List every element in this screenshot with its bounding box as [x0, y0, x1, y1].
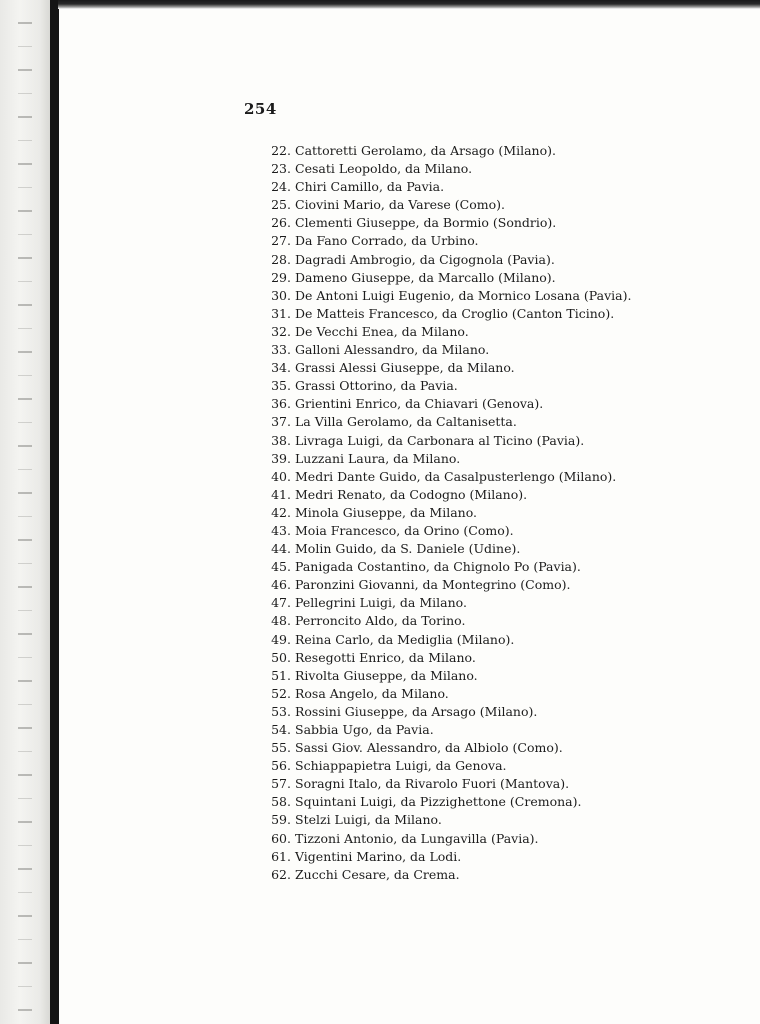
entry-number: 37.: [271, 414, 291, 430]
entry-number: 57.: [271, 776, 291, 792]
entry-number: 31.: [271, 305, 291, 321]
entry-number: 51.: [271, 667, 291, 683]
entry-text: Molin Guido, da S. Daniele (Udine).: [295, 541, 521, 557]
list-item: [262, 576, 631, 594]
entry-number: 54.: [271, 722, 291, 737]
list-item: [262, 721, 631, 739]
entry-text: De Vecchi Enea, da Milano.: [295, 323, 469, 339]
page-top-edge: [58, 0, 760, 9]
entry-text: Cesati Leopoldo, da Milano.: [295, 161, 473, 177]
entry-number: 41.: [271, 486, 291, 502]
entry-text: Grassi Alessi Giuseppe, da Milano.: [295, 360, 515, 376]
list-item: [262, 612, 631, 630]
list-item: [262, 775, 631, 793]
entry-text: Squintani Luigi, da Pizzighettone (Cremona).: [295, 794, 582, 810]
list-item: [262, 793, 631, 811]
entry-text: Sassi Giov. Alessandro, da Albiolo (Como).: [295, 740, 563, 756]
entry-text: Reina Carlo, da Mediglia (Milano).: [295, 631, 515, 647]
entry-number: 47.: [271, 595, 291, 611]
list-item: [262, 649, 631, 667]
list-item: [262, 631, 631, 649]
entry-text: Pellegrini Luigi, da Milano.: [295, 595, 467, 611]
entry-number: 36.: [271, 396, 291, 412]
entry-text: Resegotti Enrico, da Milano.: [295, 649, 476, 665]
entry-text: Panigada Costantino, da Chignolo Po (Pavia).: [295, 559, 581, 575]
list-item: [262, 830, 631, 848]
list-item: [262, 739, 631, 757]
entry-text: Schiappapietra Luigi, da Genova.: [295, 758, 507, 774]
list-item: [262, 522, 631, 540]
list-item: [262, 685, 631, 703]
entry-number: 30.: [271, 287, 291, 303]
entry-text: Vigentini Marino, da Lodi.: [295, 848, 462, 864]
list-item: [262, 450, 631, 468]
entry-number: 44.: [271, 541, 291, 557]
entry-text: Minola Giuseppe, da Milano.: [295, 504, 477, 520]
entry-number: 38.: [271, 432, 291, 448]
list-item: [262, 468, 631, 486]
list-item: [262, 287, 631, 305]
binding-edge: [50, 0, 59, 1024]
list-item: [262, 558, 631, 576]
entry-number: 34.: [271, 360, 291, 376]
entry-text: Paronzini Giovanni, da Montegrino (Como).: [295, 577, 571, 593]
list-item: [262, 359, 631, 377]
entry-text: Stelzi Luigi, da Milano.: [295, 812, 442, 828]
list-item: [262, 251, 631, 269]
entry-number: 27.: [271, 233, 291, 249]
list-item: [262, 377, 631, 395]
entry-number: 49.: [271, 631, 291, 647]
list-item: [262, 811, 631, 829]
entry-text: De Antoni Luigi Eugenio, da Mornico Losana (Pavia).: [295, 287, 632, 303]
entry-number: 55.: [271, 740, 291, 756]
entry-number: 24.: [271, 179, 291, 195]
entry-text: Ciovini Mario, da Varese (Como).: [295, 197, 505, 213]
entry-text: Zucchi Cesare, da Crema.: [295, 866, 460, 882]
list-item: [262, 214, 631, 232]
list-item: [262, 323, 631, 341]
list-item: [262, 667, 631, 685]
entry-text: Sabbia Ugo, da Pavia.: [295, 722, 434, 737]
entry-text: Rivolta Giuseppe, da Milano.: [295, 667, 478, 683]
entry-text: Rossini Giuseppe, da Arsago (Milano).: [295, 703, 538, 719]
entry-number: 53.: [271, 703, 291, 719]
list-item: [262, 269, 631, 287]
entry-text: Luzzani Laura, da Milano.: [295, 450, 461, 466]
entry-text: Chiri Camillo, da Pavia.: [295, 179, 445, 195]
entry-text: Grassi Ottorino, da Pavia.: [295, 378, 458, 394]
entry-text: Livraga Luigi, da Carbonara al Ticino (Pavia).: [295, 432, 585, 448]
entry-number: 52.: [271, 685, 291, 701]
entry-text: Perroncito Aldo, da Torino.: [295, 613, 466, 629]
entry-text: Medri Dante Guido, da Casalpusterlengo (Milano).: [295, 468, 617, 484]
entry-number: 39.: [271, 450, 291, 466]
entry-number: 26.: [271, 215, 291, 231]
entry-text: De Matteis Francesco, da Croglio (Canton Ticino).: [295, 305, 615, 321]
entry-text: Galloni Alessandro, da Milano.: [295, 342, 490, 358]
entry-text: Moia Francesco, da Orino (Como).: [295, 522, 514, 538]
list-item: [262, 504, 631, 522]
list-item: [262, 160, 631, 178]
entry-number: 33.: [271, 342, 291, 358]
entry-number: 40.: [271, 468, 291, 484]
entry-number: 46.: [271, 577, 291, 593]
entry-number: 50.: [271, 649, 291, 665]
entry-text: Rosa Angelo, da Milano.: [295, 685, 449, 701]
entry-number: 58.: [271, 794, 291, 810]
entry-text: Dagradi Ambrogio, da Cigognola (Pavia).: [295, 251, 555, 267]
entry-number: 22.: [271, 143, 291, 158]
entry-text: Cattoretti Gerolamo, da Arsago (Milano).: [295, 143, 556, 158]
list-item: [262, 866, 631, 884]
entry-number: 62.: [271, 866, 291, 882]
list-item: [262, 432, 631, 450]
entry-number: 59.: [271, 812, 291, 828]
entry-number: 28.: [271, 251, 291, 267]
list-item: [262, 757, 631, 775]
entry-number: 60.: [271, 830, 291, 846]
list-item: [262, 594, 631, 612]
list-item: [262, 142, 631, 160]
list-item: [262, 178, 631, 196]
entry-number: 35.: [271, 378, 291, 394]
entry-number: 56.: [271, 758, 291, 774]
entry-text: Soragni Italo, da Rivarolo Fuori (Mantova).: [295, 776, 570, 792]
entry-number: 48.: [271, 613, 291, 629]
entry-text: Tizzoni Antonio, da Lungavilla (Pavia).: [295, 830, 539, 846]
binding-speckle: [18, 0, 32, 1024]
list-item: [262, 703, 631, 721]
list-item: [262, 232, 631, 250]
list-item: [262, 486, 631, 504]
entry-number: 45.: [271, 559, 291, 575]
list-item: [262, 540, 631, 558]
entry-number: 43.: [271, 522, 291, 538]
entry-text: Clementi Giuseppe, da Bormio (Sondrio).: [295, 215, 557, 231]
entry-text: Grientini Enrico, da Chiavari (Genova).: [295, 396, 544, 412]
list-item: [262, 305, 631, 323]
entry-text: Dameno Giuseppe, da Marcallo (Milano).: [295, 269, 556, 285]
name-list: [262, 142, 631, 884]
entry-number: 29.: [271, 269, 291, 285]
entry-text: Da Fano Corrado, da Urbino.: [295, 233, 479, 249]
entry-number: 42.: [271, 504, 291, 520]
list-item: [262, 341, 631, 359]
entry-number: 61.: [271, 848, 291, 864]
page-number: 254: [244, 100, 277, 118]
entry-number: 32.: [271, 323, 291, 339]
entry-number: 25.: [271, 197, 291, 213]
entry-number: 23.: [271, 161, 291, 177]
list-item: [262, 848, 631, 866]
list-item: [262, 413, 631, 431]
list-item: [262, 395, 631, 413]
entry-text: La Villa Gerolamo, da Caltanisetta.: [295, 414, 517, 430]
list-item: [262, 196, 631, 214]
entry-text: Medri Renato, da Codogno (Milano).: [295, 486, 528, 502]
